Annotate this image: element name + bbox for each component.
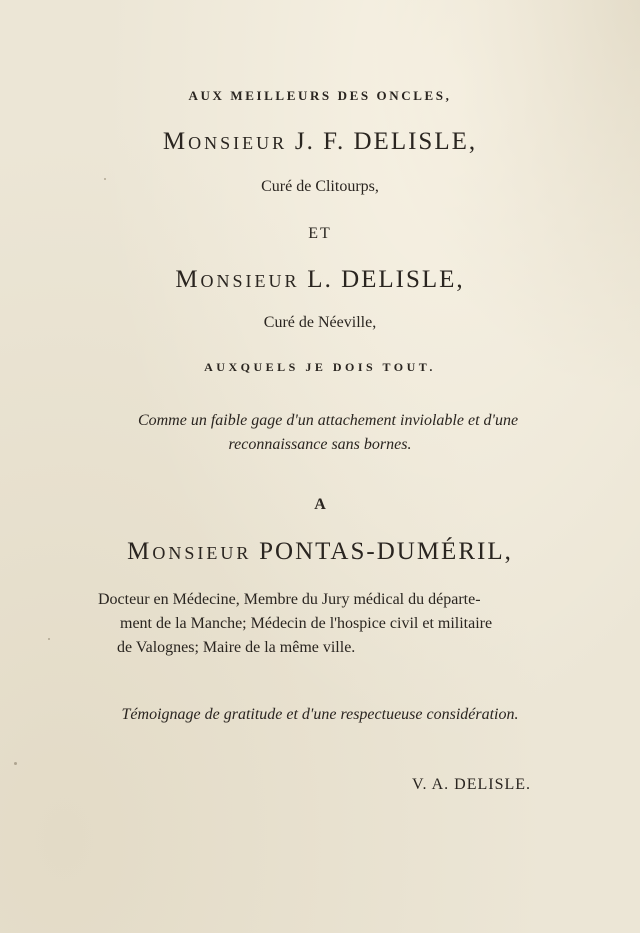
conjunction: ET bbox=[308, 225, 332, 242]
uncle1-role: Curé de Clitourps, bbox=[261, 178, 379, 195]
uncle2-role: Curé de Néeville, bbox=[263, 314, 377, 331]
doctor-title: Monsieur bbox=[127, 538, 252, 565]
uncle1-name: J. F. DELISLE, bbox=[294, 128, 478, 155]
doctor-desc-line1: Docteur en Médecine, Membre du Jury médical du départe- bbox=[98, 591, 481, 608]
auxquels-line: AUXQUELS JE DOIS TOUT. bbox=[204, 360, 436, 374]
paper-speck bbox=[104, 178, 106, 180]
paper-speck bbox=[14, 762, 17, 765]
doctor-desc-line3: de Valognes; Maire de la même ville. bbox=[117, 639, 356, 656]
doctor-name-line bbox=[0, 538, 640, 566]
dedication2: Témoignage de gratitude et d'une respectueuse considération. bbox=[121, 706, 519, 723]
uncle1-title: Monsieur bbox=[162, 128, 288, 155]
doctor-name: PONTAS-DUMÉRIL, bbox=[259, 538, 513, 565]
uncle2-name: L. DELISLE, bbox=[307, 266, 465, 293]
doctor-desc-line2: ment de la Manche; Médecin de l'hospice civil et militaire bbox=[120, 615, 493, 632]
to-letter: A bbox=[314, 496, 326, 513]
paper-speck bbox=[48, 638, 50, 640]
dedication1-line2: reconnaissance sans bornes. bbox=[228, 436, 412, 453]
uncle1-name-line bbox=[0, 128, 640, 156]
uncle2-title: Monsieur bbox=[175, 266, 300, 293]
dedication-header: AUX MEILLEURS DES ONCLES, bbox=[188, 88, 452, 103]
uncle2-name-line bbox=[0, 266, 640, 294]
signature: V. A. DELISLE. bbox=[412, 776, 532, 793]
dedication1-line1: Comme un faible gage d'un attachement inviolable et d'une bbox=[137, 412, 519, 429]
